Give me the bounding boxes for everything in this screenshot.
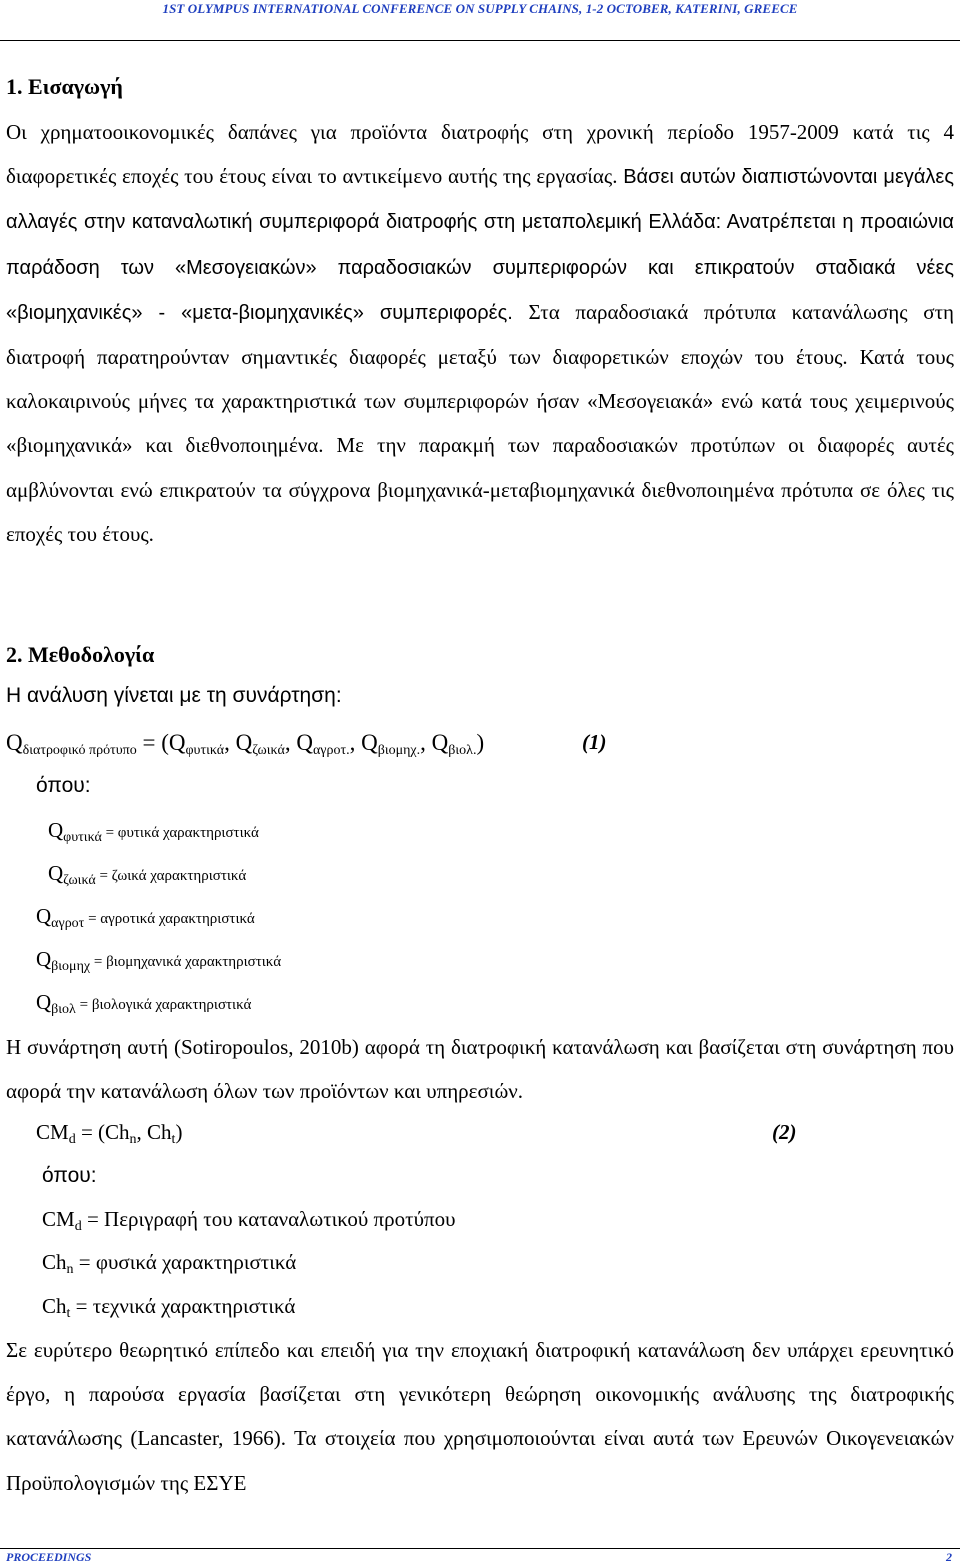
methodology-intro: Η ανάλυση γίνεται με τη συνάρτηση: — [6, 684, 342, 707]
def2-3-text: = τεχνικά χαρακτηριστικά — [70, 1294, 296, 1318]
definition-ch-n — [42, 1250, 296, 1278]
def2-3-sub: t — [66, 1306, 71, 1321]
def4-q: Q — [36, 947, 52, 971]
eq1-sub-3: αγροτ. — [312, 743, 350, 758]
eq1-sub-lhs: διατροφικό πρότυπο — [22, 743, 137, 758]
def2-2-sub: n — [66, 1262, 74, 1277]
header-conference-title: 1ST OLYMPUS INTERNATIONAL CONFERENCE ON SUPPLY CHAINS, 1-2 OCTOBER, KATERINI, GREECE — [162, 1, 798, 16]
def2-1-base: CM — [42, 1207, 75, 1231]
definition-q-agrot — [36, 904, 255, 932]
eq2-sub-n: n — [129, 1132, 137, 1147]
section-2-title: 2. Μεθοδολογία — [6, 642, 155, 667]
section-1-body — [6, 110, 954, 556]
eq2-close: ) — [175, 1120, 183, 1144]
def2-q: Q — [48, 861, 64, 885]
def5-text: = βιολογικά χαρακτηριστικά — [75, 997, 252, 1013]
def1-text: = φυτικά χαρακτηριστικά — [101, 825, 259, 841]
eq1-sep-1: , Q — [224, 730, 253, 755]
eq2-cm: CM — [36, 1120, 69, 1144]
equation-2-number: (2) — [772, 1120, 797, 1144]
section-1-sentence-3: Στα παραδοσιακά πρότυπα κατανάλωσης στη διατροφή παρατηρούνταν σημαντικές διαφορές μεταξύ των διαφορετικών εποχών του έτους. Κατά τους καλοκαιρινούς μήνες τα χαρακτηριστικά των συμπεριφορών ήσαν «Μεσογειακά» ενώ κατά τους χειμερινούς «βιομηχανικά» και διεθνοποιημένα. Με την παρακμή των παραδοσιακών προτύπων οι διαφορές αυτές αμβλύνονται ενώ επικρατούν τα σύγχρονα βιομηχανικά-μεταβιομηχανικά διεθνοποιημένα πρότυπα σε όλες τις εποχές του έτους. — [6, 299, 954, 546]
eq1-sep-4: , Q — [420, 730, 449, 755]
def3-text: = αγροτικά χαρακτηριστικά — [84, 911, 255, 927]
def2-2-text: = φυσικά χαρακτηριστικά — [73, 1250, 297, 1274]
equation-1-number: (1) — [582, 730, 607, 754]
def2-1-sub: d — [74, 1219, 82, 1234]
eq1-sep-3: , Q — [349, 730, 378, 755]
def4-sub: βιομηχ — [51, 959, 91, 974]
section-1-sentence-2: Βάσει αυτών διαπιστώνονται μεγάλες αλλαγές στην καταναλωτική συμπεριφορά διατροφής στη μεταπολεμική Ελλάδα: Ανατρέπεται η προαιώνια παράδοση των «Μεσογειακών» παραδοσιακών συμπεριφορών και επικρατούν σταδιακά νέες «βιομηχανικές» - «μετα-βιομηχανικές» συμπεριφορές. — [6, 166, 954, 324]
def2-1-text: = Περιγραφή του καταναλωτικού προτύπου — [81, 1207, 456, 1231]
definition-q-viol — [36, 990, 251, 1018]
def3-q: Q — [36, 904, 52, 928]
eq1-sep-2: , Q — [284, 730, 313, 755]
def1-sub: φυτικά — [63, 830, 102, 845]
def3-sub: αγροτ — [51, 916, 85, 931]
def2-3-base: Ch — [42, 1294, 67, 1318]
definition-q-zoika — [48, 861, 246, 889]
eq2-sub-t: t — [171, 1132, 176, 1147]
def2-sub: ζωικά — [63, 873, 96, 888]
eq2-sep: , Ch — [136, 1120, 172, 1144]
eq1-sub-2: ζωικά — [252, 743, 285, 758]
eq1-sub-1: φυτικά — [185, 743, 225, 758]
where-label-2: όπου: — [42, 1164, 97, 1187]
eq1-sub-4: βιομηχ. — [377, 743, 421, 758]
def1-q: Q — [48, 818, 64, 842]
equation-1 — [6, 730, 484, 759]
definition-q-viomich — [36, 947, 281, 975]
def5-q: Q — [36, 990, 52, 1014]
equation-2 — [36, 1120, 182, 1148]
section-1-sentence-1: Οι χρηματοοικονομικές δαπάνες για προϊόντα διατροφής στη χρονική περίοδο 1957-2009 κατά τις 4 διαφορετικές εποχές του έτους είναι το αντικείμενο αυτής της εργασίας. — [6, 120, 954, 189]
definition-cm-d — [42, 1207, 455, 1235]
page-footer — [0, 1548, 960, 1564]
eq2-mid: = (Ch — [75, 1120, 130, 1144]
page-number: 2 — [946, 1550, 952, 1564]
section-1-title: 1. Εισαγωγή — [6, 74, 123, 99]
theoretical-context-paragraph: Σε ευρύτερο θεωρητικό επίπεδο και επειδή για την εποχιακή διατροφική κατανάλωση δεν υπάρχει ερευνητικό έργο, η παρούσα εργασία βασίζεται στη γενικότερη θεώρηση οικονομικής ανάλυσης της διατροφικής κατανάλωσης (Lancaster, 1966). Τα στοιχεία που χρησιμοποιούνται είναι αυτά των Ερευνών Οικογενειακών Προϋπολογισμών της ΕΣΥΕ — [6, 1338, 954, 1495]
page-header — [0, 0, 960, 41]
footer-proceedings: PROCEEDINGS — [6, 1550, 92, 1564]
where-label-1: όπου: — [36, 774, 91, 797]
eq1-sub-5: βιολ. — [448, 743, 477, 758]
definition-ch-t — [42, 1294, 295, 1322]
eq2-sub-d: d — [68, 1132, 76, 1147]
eq1-q: Q — [6, 730, 23, 755]
def5-sub: βιολ — [51, 1002, 76, 1017]
def4-text: = βιομηχανικά χαρακτηριστικά — [90, 954, 282, 970]
def2-2-base: Ch — [42, 1250, 67, 1274]
definition-q-fytika — [48, 818, 259, 846]
eq1-open: = (Q — [136, 730, 186, 755]
def2-text: = ζωικά χαρακτηριστικά — [95, 868, 247, 884]
eq1-close: ) — [476, 730, 485, 755]
function-description: Η συνάρτηση αυτή (Sotiropoulos, 2010b) αφορά τη διατροφική κατανάλωση και βασίζεται στη συνάρτηση που αφορά την κατανάλωση όλων των προϊόντων και υπηρεσιών. — [6, 1035, 954, 1104]
